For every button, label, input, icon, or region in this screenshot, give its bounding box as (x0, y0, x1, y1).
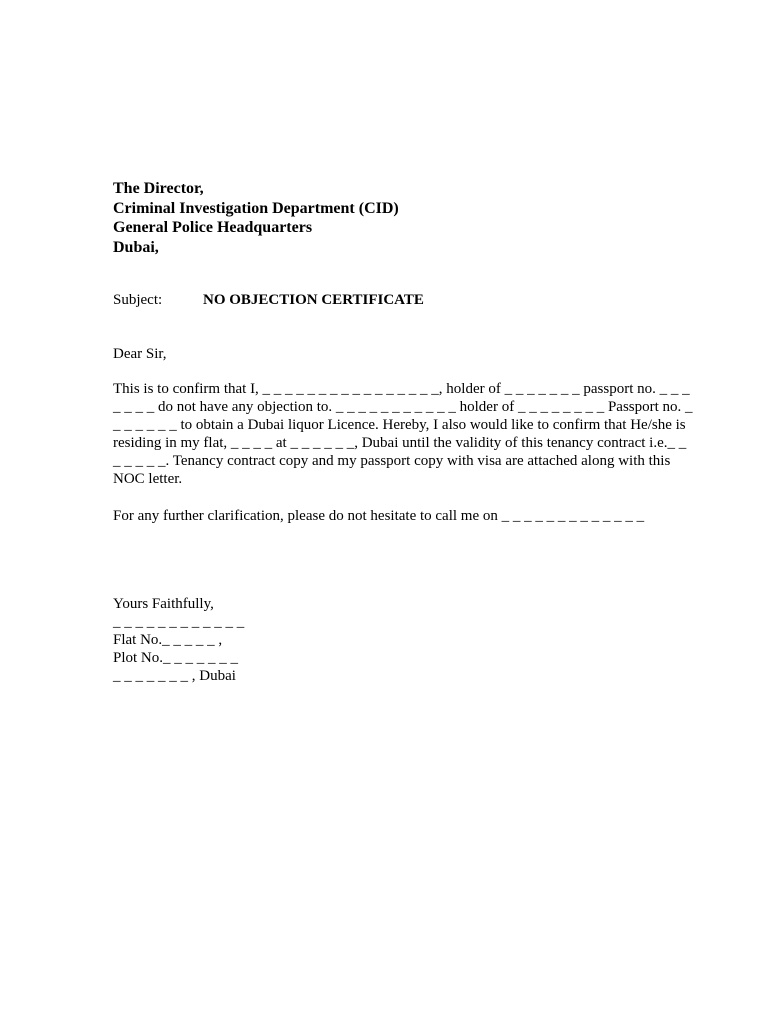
body-line: _ _ _ _ do not have any objection to. _ _ _ _ _ _ _ _ _ _ _ holder of _ _ _ _ _ _ _ _ Passport no. _ (113, 399, 693, 415)
body-line: residing in my flat, _ _ _ _ at _ _ _ _ _ _, Dubai until the validity of this tenancy contract i.e._ _ (113, 435, 687, 451)
address-line-title: The Director, (113, 180, 204, 197)
location-line: _ _ _ _ _ _ _ , Dubai (113, 668, 236, 684)
address-line-city: Dubai, (113, 238, 159, 256)
address-line-department: Criminal Investigation Department (CID) (113, 199, 399, 217)
plot-number: Plot No._ _ _ _ _ _ _ (113, 650, 239, 666)
signoff-block (113, 595, 244, 685)
subject-line (113, 291, 424, 309)
signature-blank: _ _ _ _ _ _ _ _ _ _ _ _ (113, 614, 245, 630)
body-paragraph (113, 380, 713, 488)
body-line: _ _ _ _ _. Tenancy contract copy and my passport copy with visa are attached along with this (113, 453, 671, 469)
subject-label: Subject: (113, 292, 163, 308)
clarification-paragraph: For any further clarification, please do not hesitate to call me on _ _ _ _ _ _ _ _ _ _ _ _ _ (113, 508, 645, 524)
flat-number: Flat No._ _ _ _ _ , (113, 632, 223, 648)
body-line: This is to confirm that I, _ _ _ _ _ _ _ _ _ _ _ _ _ _ _ _, holder of _ _ _ _ _ _ _ passport no. _ _ _ (113, 381, 690, 397)
address-line-headquarters: General Police Headquarters (113, 219, 313, 236)
subject-text: NO OBJECTION CERTIFICATE (203, 292, 424, 308)
body-line: NOC letter. (113, 471, 183, 487)
closing-text: Yours Faithfully, (113, 596, 214, 612)
body-line: _ _ _ _ _ _ to obtain a Dubai liquor Licence. Hereby, I also would like to confirm that He/she is (113, 417, 686, 433)
recipient-address (113, 179, 399, 257)
salutation: Dear Sir, (113, 346, 167, 362)
